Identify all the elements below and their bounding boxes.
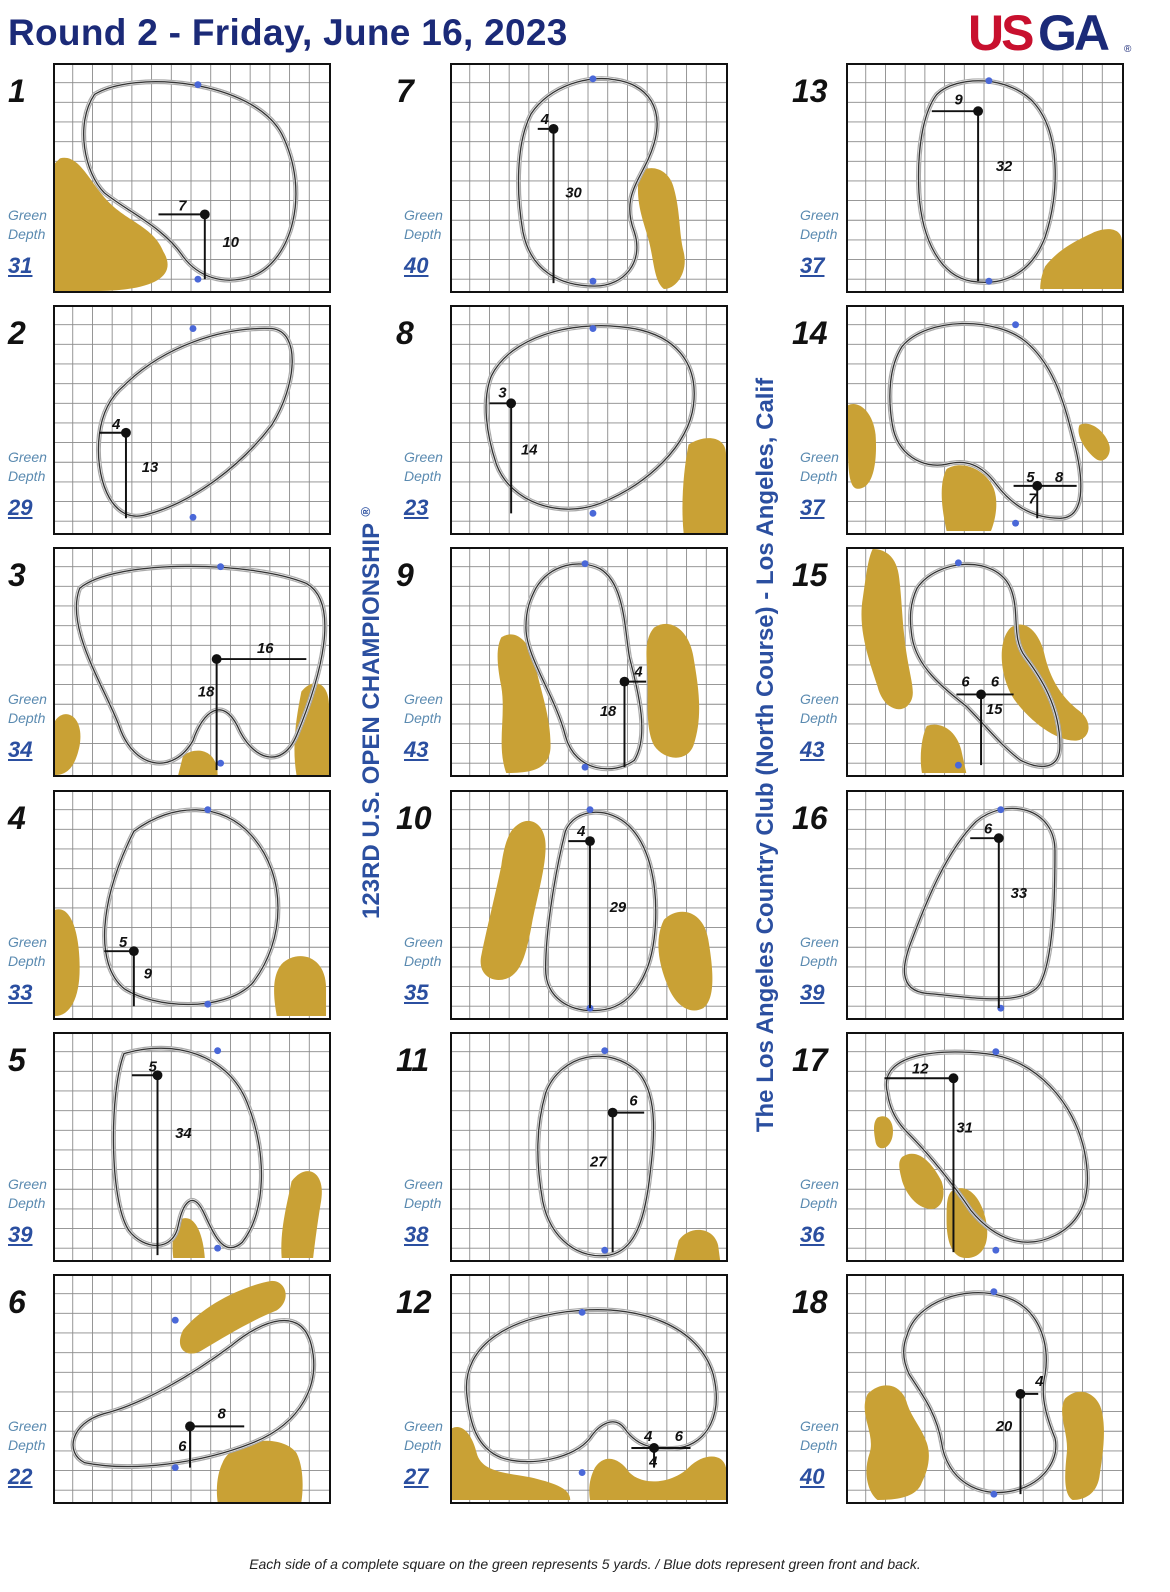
green-diagram-hole-16	[846, 790, 1124, 1020]
venue-title: The Los Angeles Country Club (North Course) - Los Angeles, Calif	[752, 377, 779, 1133]
bunker	[638, 168, 685, 289]
hole-number: 14	[792, 315, 828, 351]
front-back-dot	[194, 81, 201, 88]
green-depth-label	[404, 206, 452, 244]
depth-label: Depth	[404, 468, 442, 484]
green-depth-label	[800, 1417, 848, 1455]
front-back-dot	[589, 75, 596, 82]
front-back-dot	[582, 764, 589, 771]
bunker	[55, 714, 80, 775]
measure-label: 8	[217, 1406, 226, 1423]
grid	[452, 1034, 726, 1260]
front-back-dot	[997, 806, 1004, 813]
green-depth-value: 35	[404, 980, 429, 1005]
grid	[452, 65, 726, 291]
measure-label: 34	[175, 1126, 192, 1143]
green-depth-label	[800, 206, 848, 244]
green-outline	[904, 808, 1055, 999]
front-back-dot	[582, 560, 589, 567]
bunker	[865, 1385, 929, 1500]
green-diagram-hole-9	[450, 547, 728, 777]
measure-label: 7	[1028, 491, 1037, 508]
pin-position	[949, 1073, 959, 1083]
svg-text:®: ®	[1124, 44, 1132, 55]
depth-label: Depth	[404, 1195, 442, 1211]
green-depth-label	[8, 933, 56, 971]
registered-mark: ®	[358, 507, 373, 517]
green-outline-outer	[886, 1052, 1087, 1242]
depth-label: Depth	[8, 1195, 46, 1211]
measure-label: 16	[257, 641, 274, 658]
hole-number: 9	[396, 557, 414, 593]
green-depth-label	[8, 1175, 56, 1213]
bunker	[848, 404, 876, 489]
page-title: Round 2 - Friday, June 16, 2023	[8, 12, 568, 53]
hole-number: 16	[792, 800, 828, 836]
measure-label: 18	[599, 704, 617, 721]
front-back-dot	[589, 325, 596, 332]
front-back-dot	[579, 1469, 586, 1476]
green-depth-label	[8, 206, 56, 244]
bunker	[646, 624, 699, 758]
front-back-dot	[990, 1288, 997, 1295]
measure-label: 18	[197, 684, 215, 701]
green-outline-outer	[98, 328, 292, 516]
pin-position	[620, 677, 630, 687]
depth-label: Depth	[8, 468, 46, 484]
measure-label: 32	[995, 159, 1013, 176]
front-back-dot	[589, 278, 596, 285]
green-diagram-hole-18	[846, 1274, 1124, 1504]
green-outline	[886, 1052, 1087, 1242]
pin-position	[1016, 1389, 1026, 1399]
green-outline	[113, 1048, 261, 1248]
bunker	[55, 909, 80, 1016]
front-back-dot	[601, 1247, 608, 1254]
depth-label: Depth	[800, 226, 838, 242]
green-outline-gap	[98, 328, 292, 516]
depth-label: Depth	[800, 1195, 838, 1211]
measure-label: 33	[1010, 886, 1028, 903]
front-back-dot	[985, 278, 992, 285]
measure-label: 4	[649, 1454, 658, 1471]
green-diagram-hole-12	[450, 1274, 728, 1504]
front-back-dot	[955, 559, 962, 566]
pin-position	[185, 1421, 195, 1431]
depth-label: Depth	[404, 1437, 442, 1453]
green-depth-value: 39	[800, 980, 825, 1005]
green-depth-label	[404, 448, 452, 486]
measure-label: 4	[644, 1429, 653, 1446]
pin-position	[585, 836, 595, 846]
green-diagram-hole-14	[846, 305, 1124, 535]
green-label: Green	[800, 1418, 839, 1434]
green-depth-label	[8, 690, 56, 728]
pin-position	[549, 124, 559, 134]
measure-label: 8	[1054, 469, 1064, 486]
hole-number: 2	[8, 315, 26, 351]
green-diagram-hole-10	[450, 790, 728, 1020]
front-back-dot	[204, 806, 211, 813]
measure-label: 12	[912, 1061, 929, 1078]
green-depth-value: 39	[8, 1222, 33, 1247]
measure-label: 4	[1035, 1374, 1044, 1391]
pin-position	[129, 946, 139, 956]
measure-label: 6	[674, 1429, 683, 1446]
green-depth-value: 38	[404, 1222, 429, 1247]
depth-label: Depth	[8, 710, 46, 726]
front-back-dot	[1012, 520, 1019, 527]
green-depth-label	[404, 1175, 452, 1213]
measure-label: 6	[178, 1438, 187, 1455]
green-label: Green	[8, 1418, 47, 1434]
green-diagram-hole-3	[53, 547, 331, 777]
green-depth-value: 37	[800, 495, 825, 520]
measure-label: 9	[143, 966, 152, 983]
depth-label: Depth	[800, 710, 838, 726]
green-depth-label	[800, 1175, 848, 1213]
bunker	[281, 1171, 322, 1258]
front-back-dot	[589, 510, 596, 517]
hole-number: 3	[8, 557, 26, 593]
hole-number: 18	[792, 1284, 828, 1320]
front-back-dot	[1012, 321, 1019, 328]
green-outline-outer	[113, 1048, 261, 1248]
hole-number: 7	[396, 73, 414, 109]
hole-number: 13	[792, 73, 828, 109]
hole-number: 8	[396, 315, 414, 351]
green-label: Green	[404, 449, 443, 465]
front-back-dot	[985, 77, 992, 84]
bunker	[1062, 1392, 1104, 1500]
front-back-dot	[172, 1317, 179, 1324]
bunker	[874, 1116, 893, 1148]
pin-position	[506, 398, 516, 408]
green-label: Green	[800, 1176, 839, 1192]
front-back-dot	[601, 1047, 608, 1054]
front-back-dot	[172, 1464, 179, 1471]
usga-logo	[968, 4, 1138, 60]
front-back-dot	[587, 806, 594, 813]
bunker	[1078, 424, 1109, 461]
front-back-dot	[190, 325, 197, 332]
green-depth-label	[8, 448, 56, 486]
green-diagram-hole-8	[450, 305, 728, 535]
front-back-dot	[992, 1247, 999, 1254]
pin-position	[121, 428, 131, 438]
bunker	[1040, 229, 1122, 289]
front-back-dot	[194, 276, 201, 283]
depth-label: Depth	[8, 1437, 46, 1453]
measure-label: 13	[141, 460, 159, 477]
green-depth-value: 34	[8, 737, 33, 762]
green-label: Green	[8, 1176, 47, 1192]
green-diagram-hole-17	[846, 1032, 1124, 1262]
measure-label: 4	[540, 111, 549, 128]
measure-label: 4	[112, 416, 121, 433]
green-depth-value: 31	[8, 253, 33, 278]
measure-label: 15	[985, 702, 1003, 719]
championship-title	[351, 507, 385, 919]
measure-label: 30	[565, 185, 582, 202]
front-back-dot	[190, 514, 197, 521]
front-back-dot	[204, 1001, 211, 1008]
green-depth-value: 22	[8, 1464, 33, 1489]
green-depth-value: 33	[8, 980, 33, 1005]
green-depth-value: 40	[800, 1464, 825, 1489]
measure-label: 6	[990, 674, 1000, 691]
measure-label: 9	[954, 92, 963, 109]
hole-number: 15	[792, 557, 828, 593]
measure-label: 20	[995, 1419, 1013, 1436]
hole-number: 1	[8, 73, 26, 109]
measure-label: 4	[577, 824, 586, 841]
green-diagram-hole-7	[450, 63, 728, 293]
front-back-dot	[217, 563, 224, 570]
depth-label: Depth	[800, 953, 838, 969]
green-label: Green	[404, 1418, 443, 1434]
green-label: Green	[800, 934, 839, 950]
measure-label: 14	[520, 442, 538, 459]
footer-note: Each side of a complete square on the green represents 5 yards. / Blue dots represent green front and back.	[249, 1556, 921, 1572]
green-depth-value: 37	[800, 253, 825, 278]
championship-text: 123RD U.S. OPEN CHAMPIONSHIP	[358, 523, 385, 919]
green-depth-label	[800, 448, 848, 486]
pin-position	[212, 654, 222, 664]
hole-number: 5	[8, 1042, 26, 1078]
depth-label: Depth	[404, 226, 442, 242]
bunker	[674, 1230, 720, 1260]
measure-label: 6	[629, 1093, 638, 1110]
bunker	[589, 1454, 726, 1500]
pin-position	[200, 209, 210, 219]
green-depth-value: 40	[404, 253, 429, 278]
depth-label: Depth	[8, 953, 46, 969]
front-back-dot	[579, 1309, 586, 1316]
green-depth-value: 27	[404, 1464, 429, 1489]
front-back-dot	[955, 762, 962, 769]
green-diagram-hole-1	[53, 63, 331, 293]
green-diagram-hole-13	[846, 63, 1124, 293]
measure-label: 29	[609, 899, 627, 916]
green-depth-label	[404, 933, 452, 971]
measure-label: 6	[984, 821, 993, 838]
green-diagram-hole-6	[53, 1274, 331, 1504]
green-depth-label	[800, 690, 848, 728]
green-outline-gap	[113, 1048, 261, 1248]
green-label: Green	[800, 449, 839, 465]
svg-text:US: US	[968, 5, 1032, 60]
green-label: Green	[404, 934, 443, 950]
front-back-dot	[990, 1491, 997, 1498]
front-back-dot	[217, 760, 224, 767]
bunker	[274, 956, 326, 1016]
measure-label: 7	[178, 198, 187, 215]
green-depth-value: 43	[404, 737, 429, 762]
measure-label: 27	[589, 1154, 607, 1171]
front-back-dot	[214, 1047, 221, 1054]
bunker	[481, 821, 546, 980]
hole-number: 11	[396, 1042, 430, 1078]
hole-number: 10	[396, 800, 432, 836]
depth-label: Depth	[404, 710, 442, 726]
depth-label: Depth	[800, 1437, 838, 1453]
green-depth-label	[800, 933, 848, 971]
svg-text:GA: GA	[1038, 5, 1107, 60]
green-label: Green	[800, 207, 839, 223]
green-depth-value: 43	[800, 737, 825, 762]
green-diagram-hole-4	[53, 790, 331, 1020]
measure-label: 5	[1026, 469, 1035, 486]
hole-number: 17	[792, 1042, 828, 1078]
bunker	[452, 1427, 570, 1500]
green-diagram-hole-5	[53, 1032, 331, 1262]
depth-label: Depth	[404, 953, 442, 969]
green-outline-gap	[886, 1052, 1087, 1242]
green-diagram-hole-2	[53, 305, 331, 535]
measure-label: 6	[961, 674, 970, 691]
measure-label: 10	[222, 234, 240, 251]
green-depth-value: 29	[8, 495, 33, 520]
measure-label: 31	[956, 1120, 973, 1137]
green-label: Green	[404, 691, 443, 707]
hole-number: 12	[396, 1284, 432, 1320]
green-depth-value: 36	[800, 1222, 825, 1247]
green-label: Green	[8, 207, 47, 223]
pin-position	[973, 106, 983, 116]
green-outline	[98, 328, 292, 516]
bunker	[498, 634, 551, 773]
hole-number: 4	[8, 800, 26, 836]
green-depth-value: 23	[404, 495, 429, 520]
measure-label: 5	[119, 935, 128, 952]
bunker	[682, 438, 726, 533]
measure-label: 3	[498, 385, 507, 402]
green-depth-label	[404, 690, 452, 728]
measure-label: 5	[148, 1059, 157, 1076]
depth-label: Depth	[8, 226, 46, 242]
pin-position	[608, 1108, 618, 1118]
pin-position	[976, 690, 986, 700]
green-depth-label	[8, 1417, 56, 1455]
green-label: Green	[8, 449, 47, 465]
green-label: Green	[800, 691, 839, 707]
green-label: Green	[404, 1176, 443, 1192]
green-label: Green	[404, 207, 443, 223]
measure-label: 4	[634, 664, 643, 681]
green-label: Green	[8, 691, 47, 707]
hole-number: 6	[8, 1284, 26, 1320]
green-depth-label	[404, 1417, 452, 1455]
green-label: Green	[8, 934, 47, 950]
depth-label: Depth	[800, 468, 838, 484]
front-back-dot	[992, 1048, 999, 1055]
front-back-dot	[214, 1245, 221, 1252]
green-diagram-hole-15	[846, 547, 1124, 777]
pin-position	[994, 833, 1004, 843]
green-diagram-hole-11	[450, 1032, 728, 1262]
